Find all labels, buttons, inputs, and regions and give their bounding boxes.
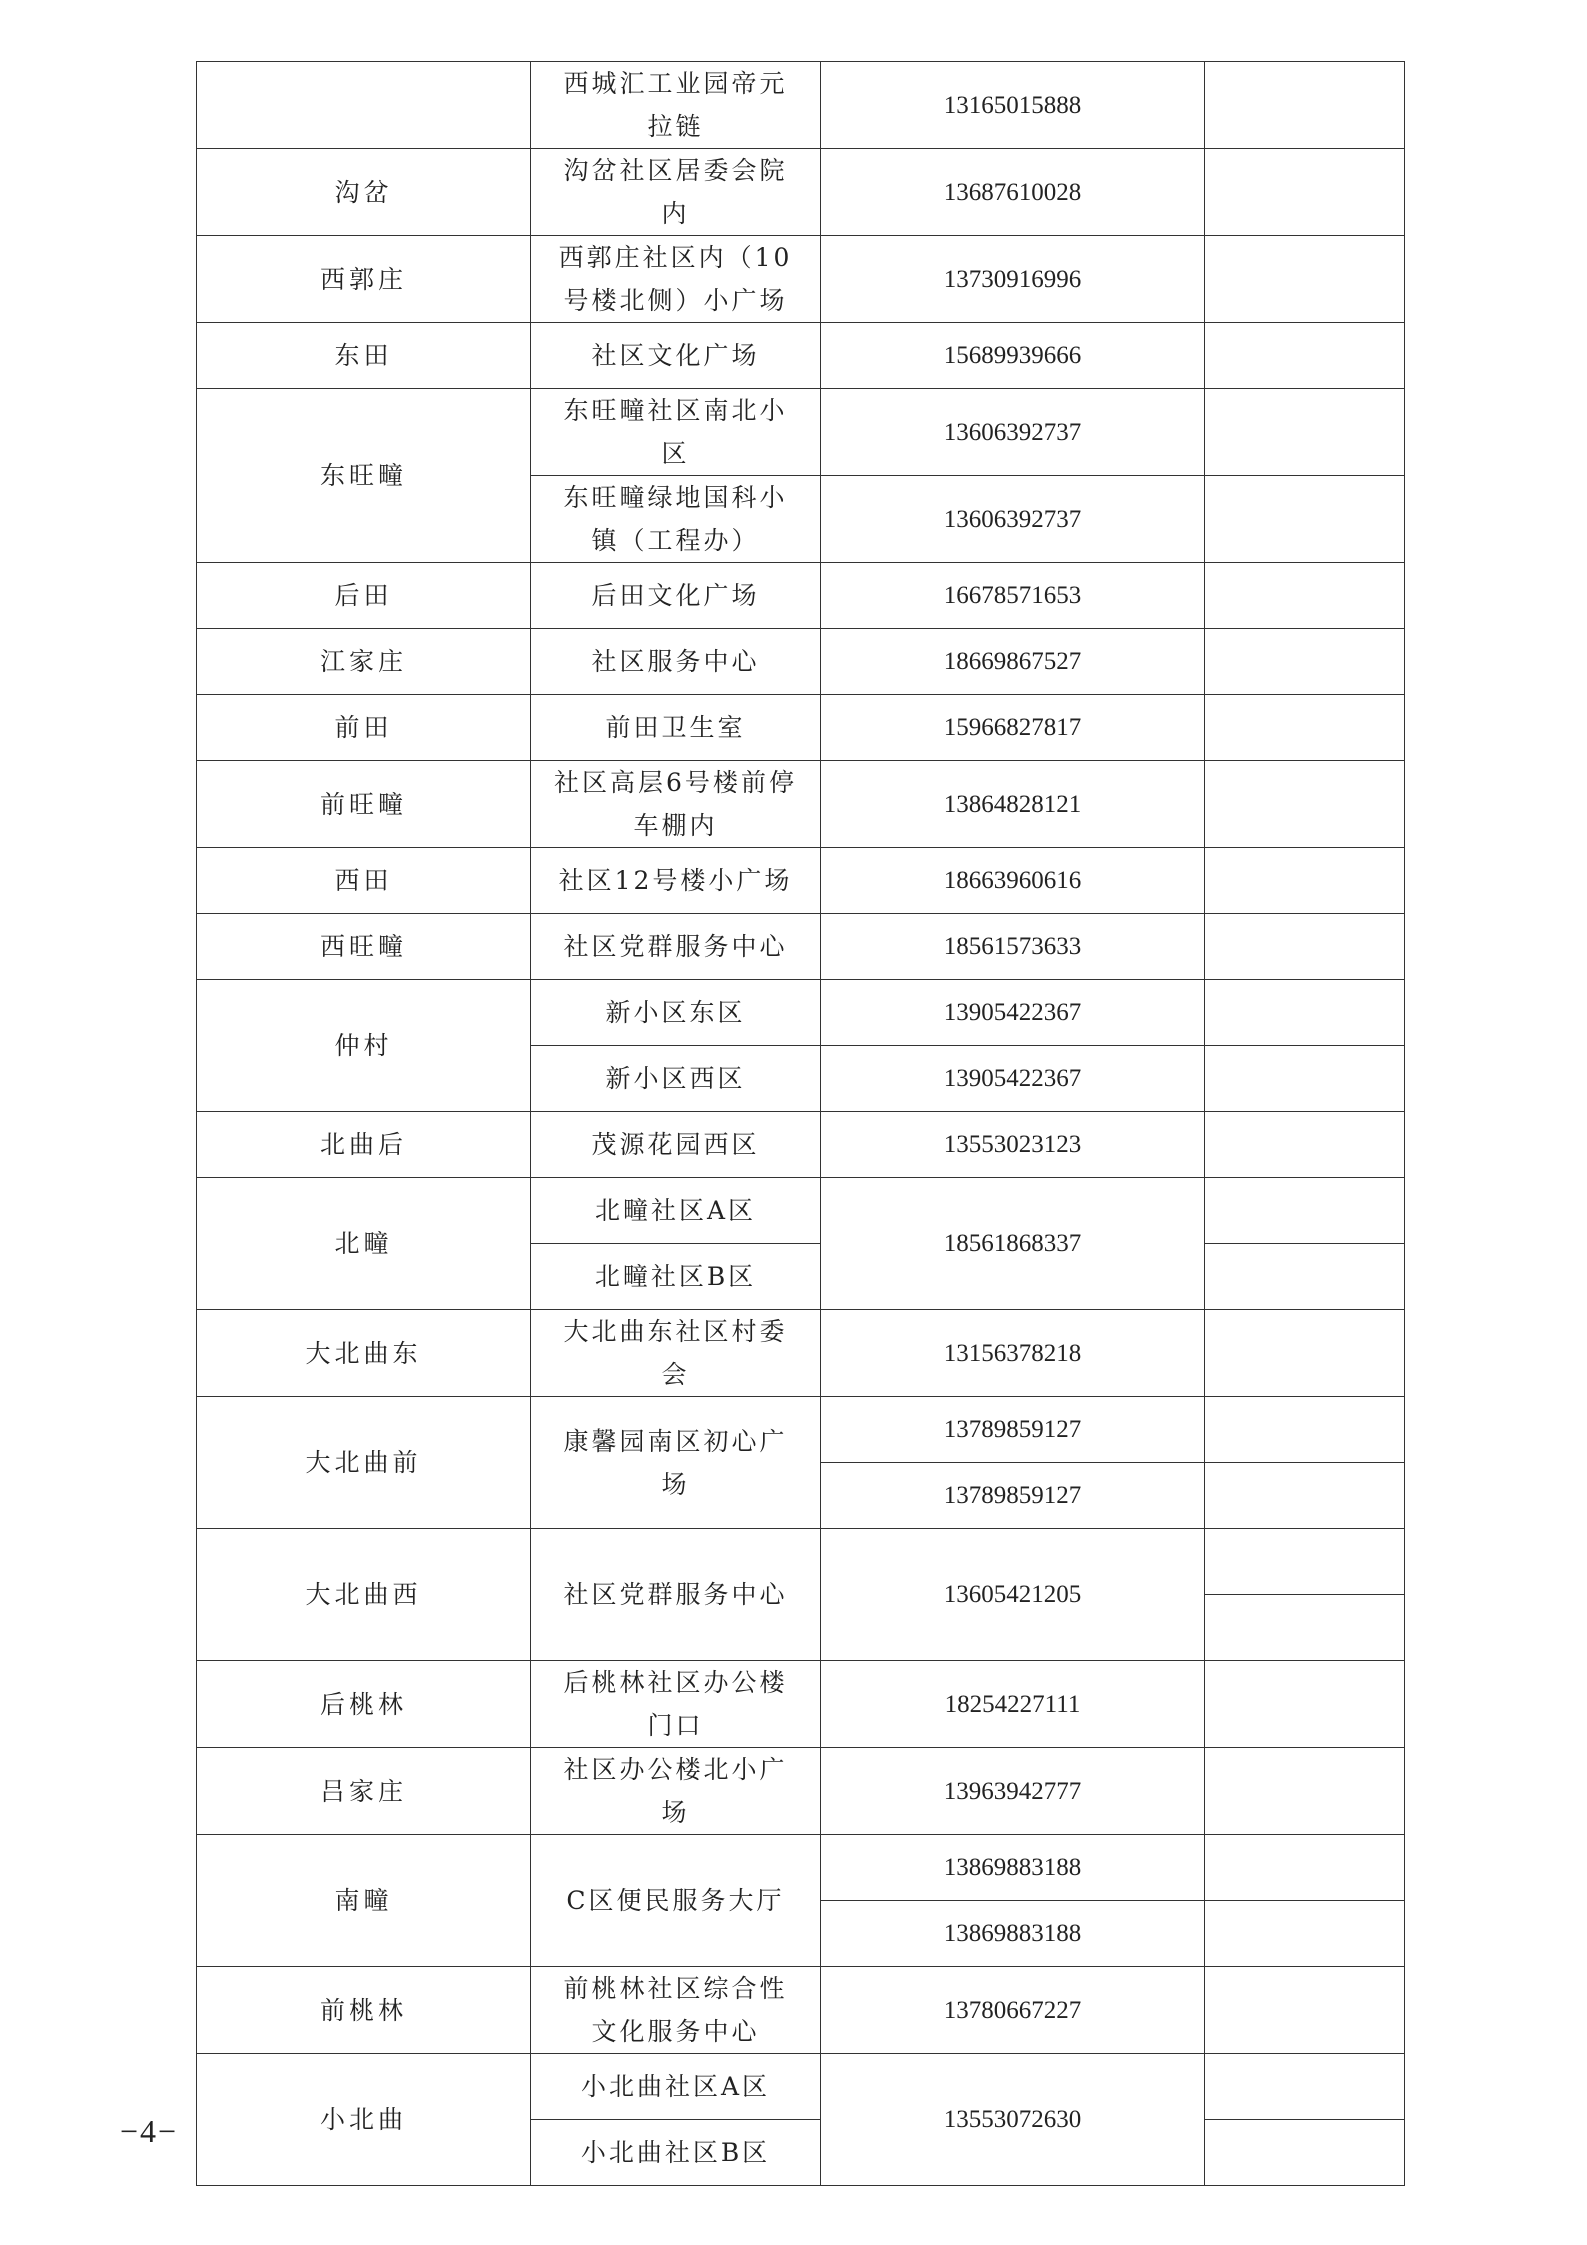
table-row [197,149,1405,236]
phone-cell: 18669867527 [821,629,1205,695]
location-cell: 茂源花园西区 [531,1112,821,1178]
remark-cell [1205,1244,1405,1310]
location-cell: 社区办公楼北小广场 [531,1748,821,1835]
community-cell: 小北曲 [197,2054,531,2186]
community-cell: 仲村 [197,980,531,1112]
location-cell: 康馨园南区初心广场 [531,1397,821,1529]
remark-cell [1205,1661,1405,1748]
table-row [197,629,1405,695]
phone-cell: 13789859127 [821,1463,1205,1529]
phone-cell: 13156378218 [821,1310,1205,1397]
community-cell: 西郭庄 [197,236,531,323]
location-cell: 西郭庄社区内（10号楼北侧）小广场 [531,236,821,323]
page-number: −4− [120,2113,179,2149]
community-cell: 西旺疃 [197,914,531,980]
table-row [197,1178,1405,1244]
table-row [197,62,1405,149]
community-cell: 前旺疃 [197,761,531,848]
location-cell: 小北曲社区A区 [531,2054,821,2120]
phone-cell: 13905422367 [821,980,1205,1046]
location-cell: 东旺疃社区南北小区 [531,389,821,476]
community-cell: 前桃林 [197,1967,531,2054]
community-cell: 江家庄 [197,629,531,695]
community-cell: 东田 [197,323,531,389]
phone-cell: 13963942777 [821,1748,1205,1835]
phone-cell: 13687610028 [821,149,1205,236]
sampling-sites-table [196,61,1405,2186]
community-cell: 前田 [197,695,531,761]
location-cell: 社区党群服务中心 [531,1529,821,1661]
phone-cell: 13553072630 [821,2054,1205,2186]
remark-cell [1205,629,1405,695]
remark-cell [1205,1595,1405,1661]
phone-cell: 13730916996 [821,236,1205,323]
remark-cell [1205,1835,1405,1901]
phone-cell: 15966827817 [821,695,1205,761]
community-cell: 南疃 [197,1835,531,1967]
phone-cell: 13165015888 [821,62,1205,149]
phone-cell: 13869883188 [821,1835,1205,1901]
location-cell: 北疃社区A区 [531,1178,821,1244]
community-cell: 北疃 [197,1178,531,1310]
table-row [197,914,1405,980]
table-row [197,695,1405,761]
remark-cell [1205,62,1405,149]
community-cell: 大北曲东 [197,1310,531,1397]
phone-cell: 13606392737 [821,476,1205,563]
community-cell: 北曲后 [197,1112,531,1178]
phone-cell: 18561573633 [821,914,1205,980]
location-cell: 新小区东区 [531,980,821,1046]
location-cell: 东旺疃绿地国科小镇（工程办） [531,476,821,563]
community-cell: 西田 [197,848,531,914]
location-cell: 社区高层6号楼前停车棚内 [531,761,821,848]
phone-cell: 13789859127 [821,1397,1205,1463]
remark-cell [1205,914,1405,980]
location-cell: 大北曲东社区村委会 [531,1310,821,1397]
remark-cell [1205,1112,1405,1178]
table-row [197,848,1405,914]
remark-cell [1205,1967,1405,2054]
remark-cell [1205,563,1405,629]
remark-cell [1205,476,1405,563]
phone-cell: 16678571653 [821,563,1205,629]
remark-cell [1205,1046,1405,1112]
location-cell: 社区12号楼小广场 [531,848,821,914]
remark-cell [1205,1463,1405,1529]
table-row [197,236,1405,323]
community-cell: 后桃林 [197,1661,531,1748]
phone-cell: 18561868337 [821,1178,1205,1310]
community-cell: 大北曲前 [197,1397,531,1529]
community-cell: 大北曲西 [197,1529,531,1661]
table-row [197,1112,1405,1178]
remark-cell [1205,149,1405,236]
table-row [197,563,1405,629]
table-row [197,1310,1405,1397]
table-row [197,1835,1405,1901]
phone-cell: 13606392737 [821,389,1205,476]
remark-cell [1205,2054,1405,2120]
remark-cell [1205,2120,1405,2186]
community-cell: 后田 [197,563,531,629]
remark-cell [1205,1397,1405,1463]
phone-cell: 13864828121 [821,761,1205,848]
community-cell [197,62,531,149]
phone-cell: 13869883188 [821,1901,1205,1967]
remark-cell [1205,761,1405,848]
remark-cell [1205,980,1405,1046]
location-cell: 前桃林社区综合性文化服务中心 [531,1967,821,2054]
table-row [197,323,1405,389]
table-row [197,1967,1405,2054]
location-cell: 后田文化广场 [531,563,821,629]
location-cell: 西城汇工业园帝元拉链 [531,62,821,149]
location-cell: 新小区西区 [531,1046,821,1112]
phone-cell: 18254227111 [821,1661,1205,1748]
community-cell: 沟岔 [197,149,531,236]
community-cell: 东旺疃 [197,389,531,563]
remark-cell [1205,1901,1405,1967]
remark-cell [1205,1529,1405,1595]
table-row [197,980,1405,1046]
table-row [197,2054,1405,2120]
remark-cell [1205,1748,1405,1835]
remark-cell [1205,1178,1405,1244]
phone-cell: 13905422367 [821,1046,1205,1112]
location-cell: C区便民服务大厅 [531,1835,821,1967]
location-cell: 小北曲社区B区 [531,2120,821,2186]
remark-cell [1205,848,1405,914]
remark-cell [1205,1310,1405,1397]
location-cell: 沟岔社区居委会院内 [531,149,821,236]
location-cell: 前田卫生室 [531,695,821,761]
table-row [197,1529,1405,1595]
location-cell: 社区党群服务中心 [531,914,821,980]
phone-cell: 18663960616 [821,848,1205,914]
location-cell: 北疃社区B区 [531,1244,821,1310]
location-cell: 社区文化广场 [531,323,821,389]
community-cell: 吕家庄 [197,1748,531,1835]
phone-cell: 15689939666 [821,323,1205,389]
remark-cell [1205,389,1405,476]
location-cell: 社区服务中心 [531,629,821,695]
remark-cell [1205,695,1405,761]
table-row [197,1397,1405,1463]
location-cell: 后桃林社区办公楼门口 [531,1661,821,1748]
phone-cell: 13780667227 [821,1967,1205,2054]
remark-cell [1205,236,1405,323]
table-row [197,389,1405,476]
table-row [197,761,1405,848]
table-row [197,1661,1405,1748]
phone-cell: 13553023123 [821,1112,1205,1178]
table-row [197,1748,1405,1835]
remark-cell [1205,323,1405,389]
phone-cell: 13605421205 [821,1529,1205,1661]
